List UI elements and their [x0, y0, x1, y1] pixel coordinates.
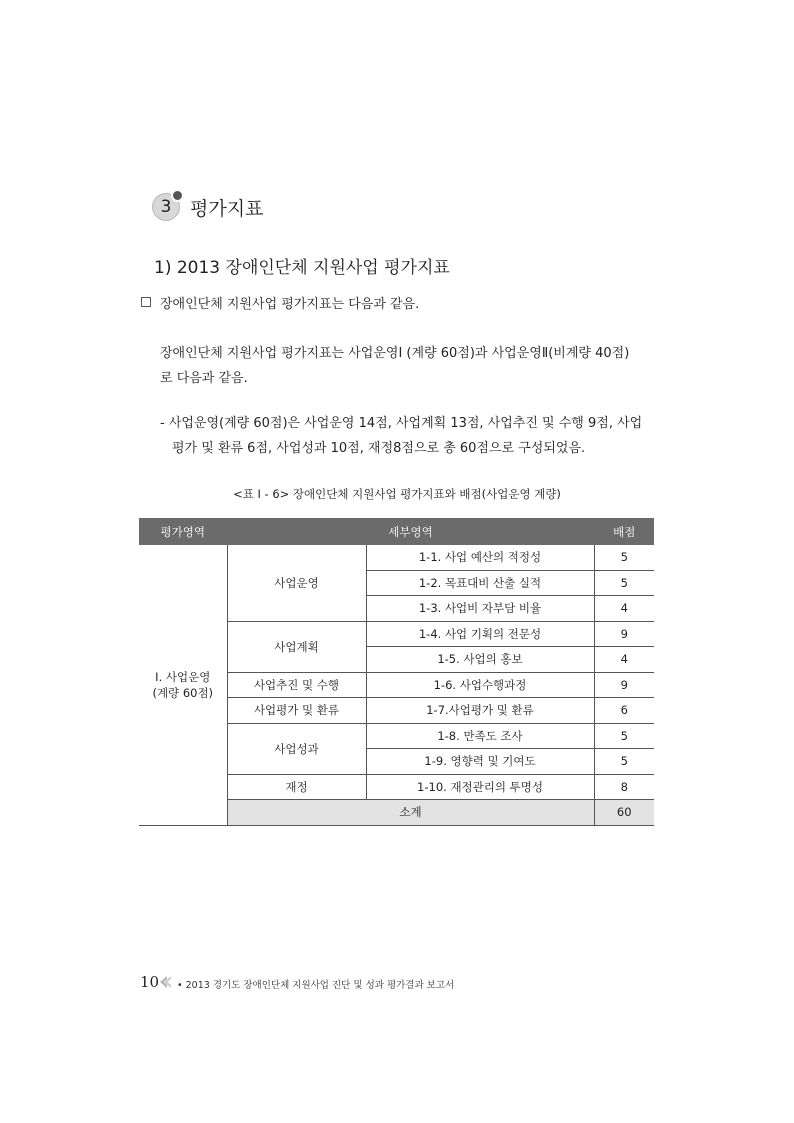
- score-cell: 5: [594, 749, 654, 775]
- item-cell: 1-2. 목표대비 산출 실적: [366, 570, 594, 596]
- square-bullet-icon: [141, 297, 151, 307]
- score-cell: 9: [594, 621, 654, 647]
- subsection-title: 1) 2013 장애인단체 지원사업 평가지표: [154, 258, 450, 278]
- group-cell: 사업성과: [227, 723, 366, 774]
- chevron-left-icon: [158, 975, 172, 989]
- detail-line-2: 평가 및 환류 6점, 사업성과 10점, 재정8점으로 총 60점으로 구성되었음.: [172, 441, 586, 456]
- item-cell: 1-8. 만족도 조사: [366, 723, 594, 749]
- group-cell: 사업운영: [227, 545, 366, 622]
- bullet-text: 장애인단체 지원사업 평가지표는 다음과 같음.: [160, 297, 420, 312]
- score-cell: 5: [594, 545, 654, 571]
- score-cell: 8: [594, 774, 654, 800]
- area-label-line-2: (계량 60점): [152, 685, 214, 700]
- score-cell: 5: [594, 570, 654, 596]
- score-cell: 6: [594, 698, 654, 724]
- group-cell: 재정: [227, 774, 366, 800]
- area-label-line-1: Ⅰ. 사업운영: [155, 669, 211, 684]
- group-cell: 사업평가 및 환류: [227, 698, 366, 724]
- group-cell: 사업계획: [227, 621, 366, 672]
- detail-paragraph: [160, 411, 660, 461]
- total-label: 소계: [227, 800, 594, 826]
- item-cell: 1-6. 사업수행과정: [366, 672, 594, 698]
- header-detail: 세부영역: [227, 519, 594, 545]
- item-cell: 1-4. 사업 기획의 전문성: [366, 621, 594, 647]
- section-number: 3: [160, 197, 172, 217]
- score-cell: 4: [594, 647, 654, 673]
- total-score: 60: [594, 800, 654, 826]
- table-caption: <표 Ⅰ - 6> 장애인단체 지원사업 평가지표와 배점(사업운영 계량): [233, 487, 561, 501]
- intro-paragraph: [160, 341, 660, 391]
- item-cell: 1-1. 사업 예산의 적정성: [366, 545, 594, 571]
- section-dot-icon: [171, 189, 184, 202]
- score-cell: 4: [594, 596, 654, 622]
- section-title: 평가지표: [190, 198, 264, 220]
- item-cell: 1-3. 사업비 자부담 비율: [366, 596, 594, 622]
- area-cell: [139, 545, 227, 826]
- footer-title: • 2013 경기도 장애인단체 지원사업 진단 및 성과 평가결과 보고서: [177, 980, 455, 991]
- intro-line-1: 장애인단체 지원사업 평가지표는 사업운영Ⅰ (계량 60점)과 사업운영Ⅱ(비계량 40점): [160, 346, 630, 361]
- intro-line-2: 로 다음과 같음.: [160, 371, 248, 386]
- item-cell: 1-7.사업평가 및 환류: [366, 698, 594, 724]
- score-cell: 9: [594, 672, 654, 698]
- table-row: [139, 545, 654, 571]
- item-cell: 1-5. 사업의 홍보: [366, 647, 594, 673]
- detail-line-1: - 사업운영(계량 60점)은 사업운영 14점, 사업계획 13점, 사업추진 및 수행 9점, 사업: [160, 416, 643, 431]
- header-score: 배점: [594, 519, 654, 545]
- group-cell: 사업추진 및 수행: [227, 672, 366, 698]
- item-cell: 1-9. 영향력 및 기여도: [366, 749, 594, 775]
- item-cell: 1-10. 재정관리의 투명성: [366, 774, 594, 800]
- table-header-row: [139, 519, 654, 545]
- header-area: 평가영역: [139, 519, 227, 545]
- page-number: 10: [140, 973, 160, 991]
- score-cell: 5: [594, 723, 654, 749]
- score-table: [139, 518, 654, 826]
